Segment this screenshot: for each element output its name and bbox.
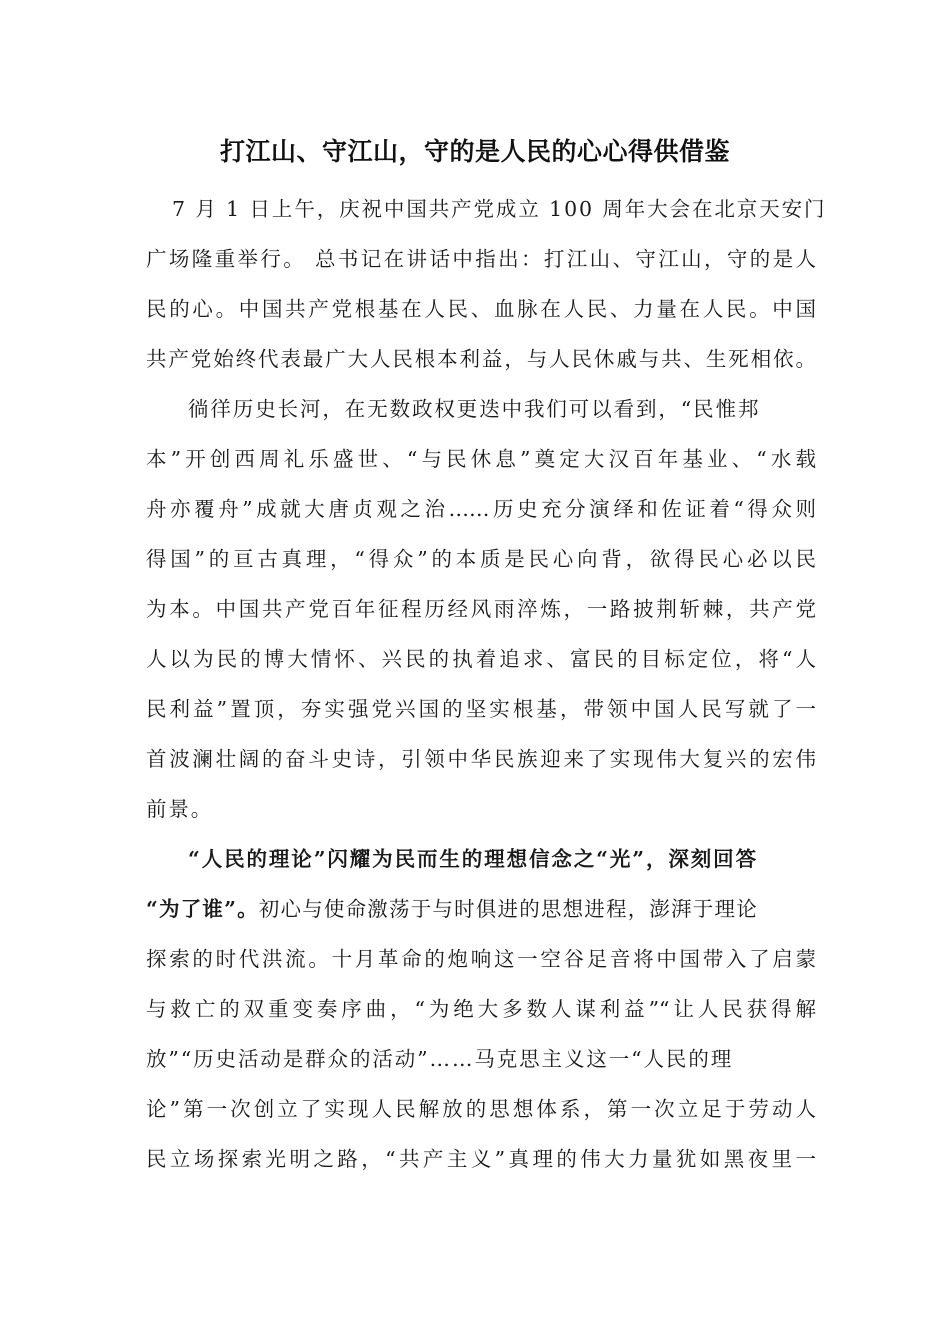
text-line: 广场隆重举行。 总书记在讲话中指出：打江山、守江山，守的是人 xyxy=(146,247,816,271)
text-line: 7 月 1 日上午，庆祝中国共产党成立 100 周年大会在北京天安门 xyxy=(172,197,827,221)
text-line xyxy=(146,891,816,927)
text-line: 舟亦覆舟”成就大唐贞观之治……历史充分演绎和佐证着“得众则 xyxy=(146,497,816,521)
bold-heading-line: “人民的理论”闪耀为民而生的理想信念之“光”，深刻回答 xyxy=(188,847,758,871)
text-line: 人以为民的博大情怀、兴民的执着追求、富民的目标定位，将“人 xyxy=(146,647,816,671)
document-title: 打江山、守江山，守的是人民的心心得供借鉴 xyxy=(219,137,730,166)
text-line: 探索的时代洪流。十月革命的炮响这一空谷足音将中国带入了启蒙 xyxy=(146,947,816,971)
text-line: 民立场探索光明之路，“共产主义”真理的伟大力量犹如黑夜里一 xyxy=(146,1147,816,1171)
text-fragment: 初心与使命激荡于与时俱进的思想进程，澎湃于理论 xyxy=(258,897,758,921)
bold-heading-fragment: “为了谁”。 xyxy=(146,897,259,921)
text-line: 徜徉历史长河，在无数政权更迭中我们可以看到，“民惟邦 xyxy=(188,397,761,421)
text-line: 放”“历史活动是群众的活动”……马克思主义这一“人民的理 xyxy=(146,1047,734,1071)
text-line: 本”开创西周礼乐盛世、“与民休息”奠定大汉百年基业、“水载 xyxy=(146,447,816,471)
text-line: 论”第一次创立了实现人民解放的思想体系，第一次立足于劳动人 xyxy=(146,1097,816,1121)
text-line: 首波澜壮阔的奋斗史诗，引领中华民族迎来了实现伟大复兴的宏伟 xyxy=(146,747,816,771)
text-line: 得国”的亘古真理，“得众”的本质是民心向背，欲得民心必以民 xyxy=(146,547,816,571)
text-line: 民的心。中国共产党根基在人民、血脉在人民、力量在人民。中国 xyxy=(146,297,816,321)
text-line: 共产党始终代表最广大人民根本利益，与人民休戚与共、生死相依。 xyxy=(146,347,816,371)
text-line: 民利益”置顶，夯实强党兴国的坚实根基，带领中国人民写就了一 xyxy=(146,697,816,721)
text-line: 前景。 xyxy=(146,797,214,821)
text-line: 为本。中国共产党百年征程历经风雨淬炼，一路披荆斩棘，共产党 xyxy=(146,597,816,621)
text-line: 与救亡的双重变奏序曲，“为绝大多数人谋利益”“让人民获得解 xyxy=(146,997,816,1021)
